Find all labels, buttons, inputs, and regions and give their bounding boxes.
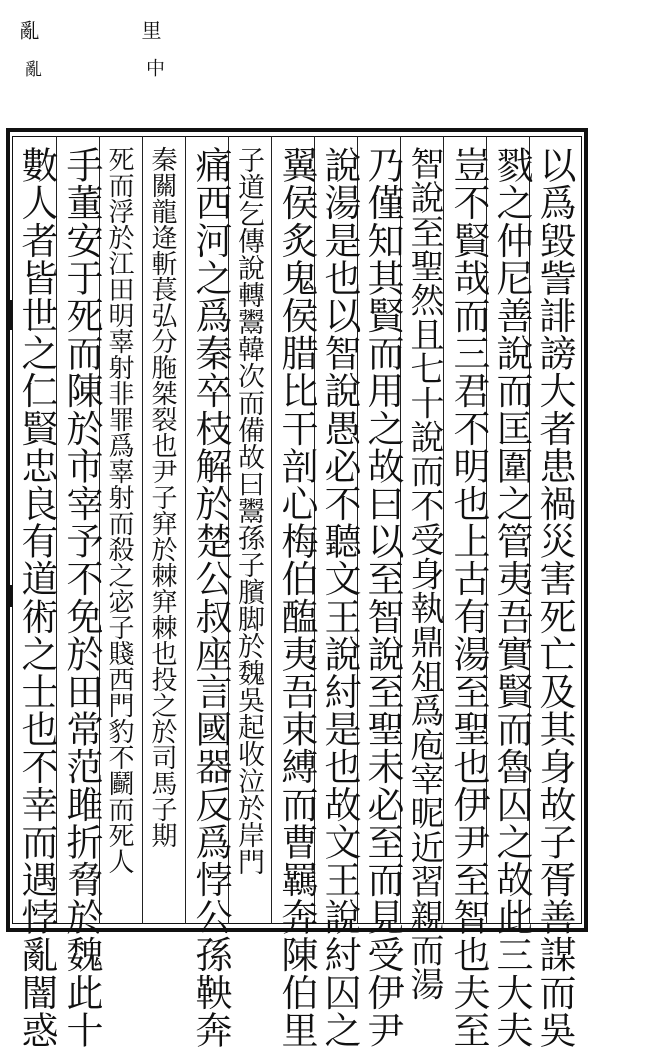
binding-mark [6,300,12,330]
text-column: 以爲毀訾誹謗大者患禍災害死亡及其身故子胥善謀而吳 [533,146,576,1048]
column-rule [271,136,272,924]
margin-note: 亂 [16,20,40,40]
text-column: 戮之仲尼善說而匡圍之管夷吾實賢而魯囚之故此三大夫 [490,146,533,1048]
column-rule [142,136,143,924]
text-column: 死而浮於江田明辜射非罪爲辜射而殺之宓子賤西門豹不鬬而死人 [104,146,134,874]
text-column: 數人者皆世之仁賢忠良有道術之士也不幸而遇悖亂闇惑 [15,146,58,1048]
column-rule [185,136,186,924]
text-column: 手董安于死而陳於市宰予不免於田常范雎折脅於魏此十 [60,146,103,1048]
text-column: 豈不賢哉而三君不明也上古有湯至聖也伊尹至智也夫至 [447,146,490,1048]
text-column: 痛西河之爲秦卒枝解於楚公叔座言國器反爲悖公孫鞅奔 [189,146,232,1048]
margin-note: 中 [143,58,165,77]
text-column: 秦關龍逄斬萇弘分胣桀裂也尹子穽於棘穽棘也投之於司馬子期 [147,146,177,848]
binding-mark [6,585,12,607]
text-column: 智說至聖然且七十說而不受身執鼎俎爲庖宰昵近習親而湯 [404,146,444,1001]
text-column: 乃僅知其賢而用之故曰以至智說至聖未必至而見受伊尹 [361,146,404,1048]
text-column: 子道乞傳說轉鬻韓次而備故曰鬻孫子臏脚於魏吳起收泣於岸門 [233,146,264,875]
text-column: 說湯是也以智說愚必不聽文王說紂是也故文王說紂囚之 [318,146,361,1048]
margin-note: 亂 [21,60,41,77]
margin-note: 里 [138,20,162,40]
text-column: 翼侯炙鬼侯腊比干剖心梅伯醢夷吾束縛而曹羈奔陳伯里 [275,146,318,1048]
